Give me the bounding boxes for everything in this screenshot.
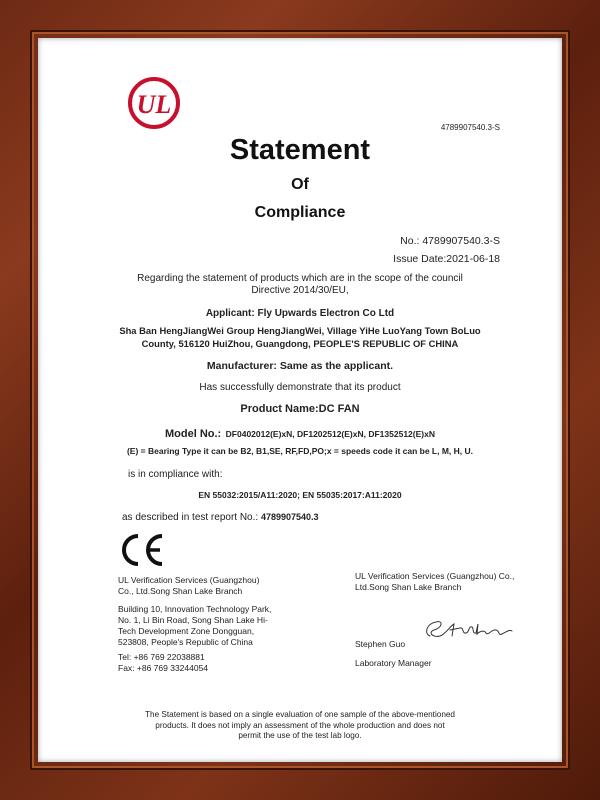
regarding-line-1: Regarding the statement of products which are in the scope of the council: [137, 273, 463, 284]
signer-name: Stephen Guo: [355, 639, 406, 649]
page-title: Statement: [229, 134, 371, 166]
signature-icon: [416, 614, 516, 644]
signer-role: Laboratory Manager: [355, 658, 432, 668]
issuer-tel: Tel: +86 769 22038881: [118, 652, 205, 662]
issue-date: Issue Date:2021-06-18: [393, 253, 500, 265]
bearing-note: (E) = Bearing Type it can be B2, B1,SE, RF,FD,PO;x = speeds code it can be L, M, H, U.: [126, 446, 474, 456]
ul-logo-icon: [127, 76, 181, 130]
applicant: Applicant: Fly Upwards Electron Co Ltd: [205, 308, 395, 319]
issuer-address-2: No. 1, Li Bin Road, Song Shan Lake Hi-: [118, 615, 268, 626]
issuer-address-4: 523808, People's Republic of China: [118, 637, 253, 648]
disclaimer-footer: [138, 710, 462, 742]
report-number: 4789907540.3: [260, 512, 319, 522]
compliance-with: is in compliance with:: [128, 469, 223, 480]
address-line-1: Sha Ban HengJiangWei Group HengJiangWei, Village YiHe LuoYang Town BoLuo: [119, 325, 481, 336]
title-compliance: Compliance: [254, 204, 346, 221]
footer-line-3: permit the use of the test lab logo.: [238, 731, 362, 740]
model-line: [58, 423, 542, 443]
issuer-left-contact: [118, 652, 208, 674]
ce-mark-icon: [118, 532, 168, 568]
regarding-line-2: Directive 2014/30/EU,: [251, 285, 349, 296]
standards: EN 55032:2015/A11:2020; EN 55035:2017:A11:2020: [198, 490, 402, 500]
title-of: Of: [291, 176, 309, 193]
footer-line-1: The Statement is based on a single evaluation of one sample of the above-mentioned: [145, 710, 455, 719]
certificate-paper: [38, 38, 562, 762]
issuer-right-line-1: UL Verification Services (Guangzhou) Co.,: [355, 571, 515, 581]
ce-mark-text: CE: [118, 532, 120, 533]
issuer-right-line-2: Ltd.Song Shan Lake Branch: [355, 582, 462, 593]
demonstrate-line: Has successfully demonstrate that its product: [199, 382, 401, 393]
manufacturer: Manufacturer: Same as the applicant.: [206, 360, 394, 372]
issuer-address-1: Building 10, Innovation Technology Park,: [118, 604, 272, 614]
footer-line-2: products. It does not imply an assessment of the whole production and does not: [155, 720, 445, 730]
report-label: as described in test report No.:: [122, 512, 259, 523]
report-line: [122, 512, 319, 523]
issuer-left-line-2: Co., Ltd.Song Shan Lake Branch: [118, 586, 243, 597]
product-name: Product Name:DC FAN: [240, 403, 360, 415]
model-label: Model No.:: [165, 428, 222, 440]
address-line-2: County, 516120 HuiZhou, Guangdong, PEOPLE'S REPUBLIC OF CHINA: [141, 338, 459, 349]
model-value: DF0402012(E)xN, DF1202512(E)xN, DF1352512(E)xN: [225, 429, 435, 439]
issuer-left-block: [118, 575, 259, 597]
issuer-left-address: [118, 604, 271, 648]
issuer-fax: Fax: +86 769 33244054: [118, 663, 209, 674]
certificate-number-top: 4789907540.3-S: [440, 123, 500, 132]
ul-logo-text: UL: [136, 90, 172, 119]
statement-number: No.: 4789907540.3-S: [400, 235, 500, 247]
issuer-address-3: Tech Development Zone Dongguan,: [118, 626, 255, 637]
issuer-right-block: [355, 571, 514, 593]
issuer-left-line-1: UL Verification Services (Guangzhou): [118, 575, 260, 585]
